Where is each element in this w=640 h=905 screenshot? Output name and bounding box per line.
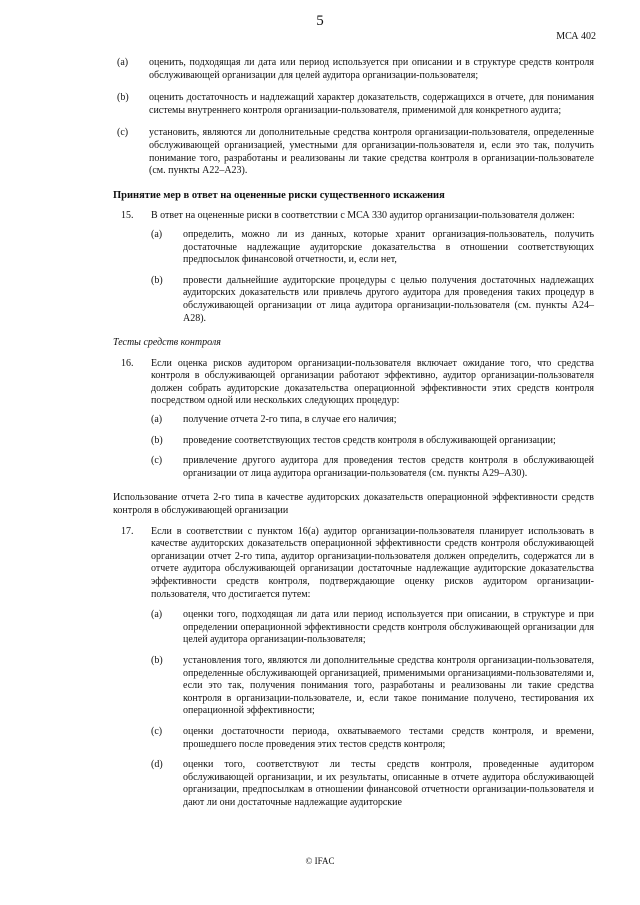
paragraph-17: 17. Если в соответствии с пунктом 16(a) аудитор организации-пользователя планирует использовать в качестве аудиторских доказательств операционной эффективности средств контроля обслуживающей организации отчет 2-го типа, аудитор организации-пользователя должен определить, содержатся ли в отчете аудитора обслуживающей организации достаточные надлежащие аудиторские доказательства эффективности средств контроля, подтверждающие оценку рисков аудитором организации-пользователя, что достигается путем: (a) оценки того, подходящая ли дата или период используется при описании, в структуре и при определении операционной эффективности средств контроля обслуживающей организации для целей аудитора организации-пользователя; (b) установления того, являются ли дополнительные средства контроля организации-пользователя, определенные обслуживающей организацией, применимыми организациями-пользователями и, если это так, получения понимания того, разработаны и реализованы ли такие средства контроля в организации-пользователе, и, если такое понимание получено, тестирования их операционной эффективности; (c) оценки достаточности периода, охватываемого тестами средств контроля, и времени, прошедшего после проведения этих тестов средств контроля; (d) оценки того, соответствуют ли тесты средств контроля, проведенные аудитором обслуживающей организации, и их результаты, описанные в отчете аудитора обслуживающей организации, предпосылкам в отношении финансовой отчетности организации-пользователя и дают ли они достаточные надлежащие аудиторские: [121, 525, 594, 808]
list-item: (a) оценить, подходящая ли дата или период используется при описании и в структуре средств контроля обслуживающей организации для целей аудитора организации-пользователя;: [117, 57, 594, 81]
list-item: (d) оценки того, соответствуют ли тесты средств контроля, проведенные аудитором обслуживающей организации, и их результаты, описанные в отчете аудитора обслуживающей организации, предпосылкам в отношении финансовой отчетности организации-пользователя и дают ли они достаточные надлежащие аудиторские: [151, 759, 594, 808]
document-body: [113, 55, 594, 810]
list-item: (b) установления того, являются ли дополнительные средства контроля организации-пользователя, определенные обслуживающей организацией, применимыми организациями-пользователями и, если это так, получения понимания того, разработаны и реализованы ли такие средства контроля в организации-пользователе, и, если такое понимание получено, тестирования их операционной эффективности;: [151, 654, 594, 717]
list-item: (a) определить, можно ли из данных, которые хранит организация-пользователь, получить достаточные надлежащие аудиторские доказательства в отношении соответствующих предпосылок финансовой отчетности, и, если нет,: [151, 228, 594, 266]
list-item: (b) проведение соответствующих тестов средств контроля в обслуживающей организации;: [151, 434, 556, 446]
paragraph-16: 16. Если оценка рисков аудитором организации-пользователя включает ожидание того, что средства контроля в обслуживающей организации работают эффективно, аудитор организации-пользователя должен собрать аудиторские доказательства операционной эффективности этих средств контроля посредством одной или нескольких следующих процедур: (a) получение отчета 2-го типа, в случае его наличия; (b) проведение соответствующих тестов средств контроля в обслуживающей организации; (c) привлечение другого аудитора для проведения тестов средств контроля в обслуживающей организации от лица аудитора организации-пользователя (см. пункты A29–A30).: [121, 357, 594, 479]
subsection-heading: Тесты средств контроля: [113, 337, 221, 349]
paragraph-15: 15. В ответ на оцененные риски в соответствии с МСА 330 аудитор организации-пользователя должен: (a) определить, можно ли из данных, которые хранит организация-пользователь, получить достаточные надлежащие аудиторские доказательства в отношении соответствующих предпосылок финансовой отчетности, и, если нет, (b) провести дальнейшие аудиторские процедуры с целью получения достаточных надлежащих аудиторских доказательств или привлечь другого аудитора для проведения таких процедур в обслуживающей организации от лица аудитора организации-пользователя (см. пункты A24–A28).: [121, 210, 594, 324]
page-number: 5: [316, 13, 324, 29]
list-item: (c) установить, являются ли дополнительные средства контроля организации-пользователя, определенные обслуживающей организацией, уместными для организации-пользователя и, если это так, получить понимание того, разработаны и реализованы ли такие средства контроля в организации-пользователе (см. пункты A22–A23).: [117, 127, 594, 177]
list-item: (b) оценить достаточность и надлежащий характер доказательств, содержащихся в отчете, для понимания системы внутреннего контроля организации-пользователя, применимой для конкретного аудита;: [117, 92, 594, 116]
standard-code: МСА 402: [556, 31, 596, 42]
section-heading: Принятие мер в ответ на оцененные риски существенного искажения: [113, 189, 445, 201]
section-heading-plain: Использование отчета 2-го типа в качестве аудиторских доказательств операционной эффективности средств контроля в обслуживающей организации: [113, 492, 594, 517]
footer-copyright: © IFAC: [305, 856, 335, 866]
list-item: (a) оценки того, подходящая ли дата или период используется при описании, в структуре и при определении операционной эффективности средств контроля обслуживающей организации для целей аудитора организации-пользователя;: [151, 609, 594, 646]
list-item: (c) оценки достаточности периода, охватываемого тестами средств контроля, и времени, прошедшего после проведения этих тестов средств контроля;: [151, 725, 594, 750]
list-item: (b) провести дальнейшие аудиторские процедуры с целью получения достаточных надлежащих аудиторских доказательств или привлечь другого аудитора для проведения таких процедур в обслуживающей организации от лица аудитора организации-пользователя (см. пункты A24–A28).: [151, 274, 594, 324]
list-item: (a) получение отчета 2-го типа, в случае его наличия;: [151, 414, 397, 426]
list-item: (c) привлечение другого аудитора для проведения тестов средств контроля в обслуживающей организации от лица аудитора организации-пользователя (см. пункты A29–A30).: [151, 455, 594, 479]
